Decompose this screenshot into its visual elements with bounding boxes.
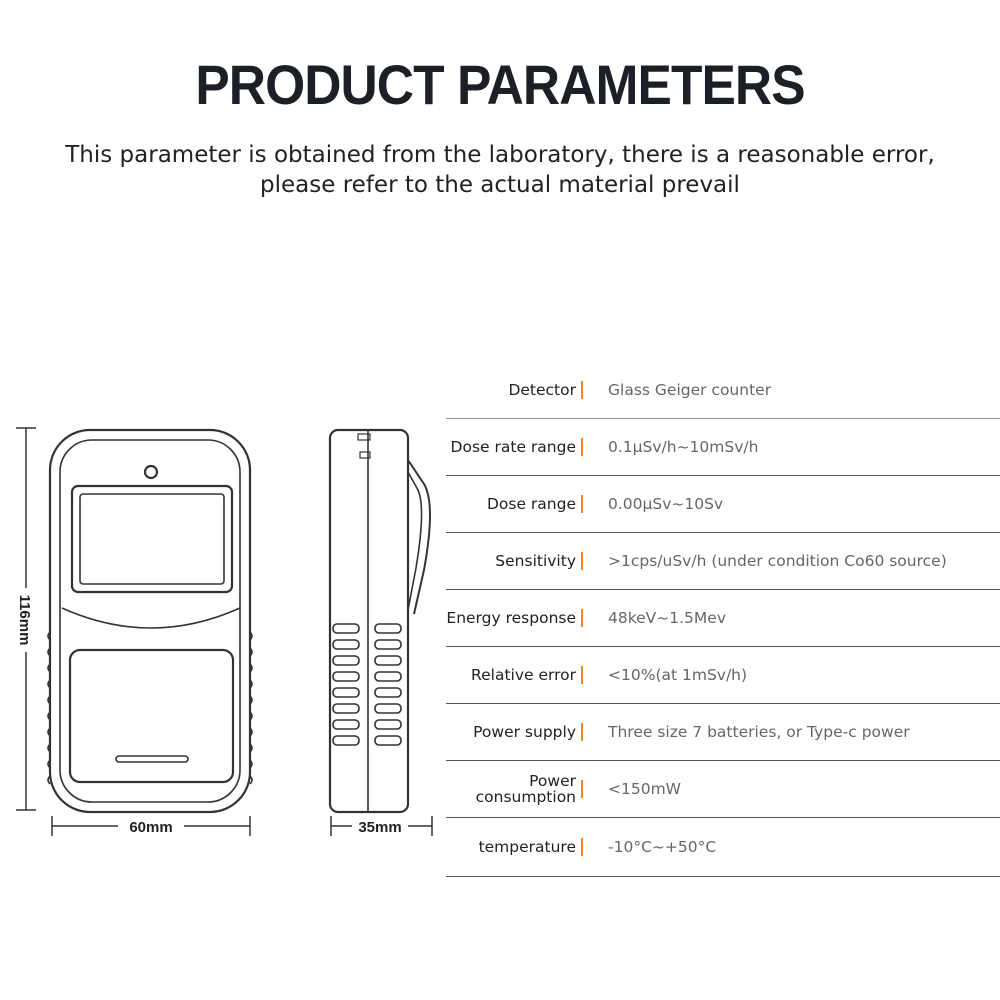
spec-row-power-consumption — [446, 761, 1000, 818]
accent-divider — [581, 780, 583, 798]
spec-label: temperature — [478, 838, 576, 856]
spec-value: 0.1μSv/h~10mSv/h — [608, 438, 759, 456]
spec-label: Power consumption — [475, 772, 576, 806]
accent-divider — [581, 723, 583, 741]
page-subtitle: This parameter is obtained from the laboratory, there is a reasonable error, please refer to the actual material prevail — [65, 142, 935, 198]
spec-value: <10%(at 1mSv/h) — [608, 666, 748, 684]
spec-row-energy-response — [446, 590, 1000, 647]
spec-label: Detector — [508, 381, 576, 399]
spec-label: Power supply — [473, 723, 576, 741]
spec-label: Energy response — [446, 609, 576, 627]
spec-value: Three size 7 batteries, or Type-c power — [608, 723, 910, 741]
accent-divider — [581, 495, 583, 513]
accent-divider — [581, 666, 583, 684]
accent-divider — [581, 609, 583, 627]
width-dimension-label: 60mm — [129, 819, 173, 836]
spec-value: <150mW — [608, 780, 681, 798]
height-dimension-label: 116mm — [16, 594, 33, 646]
spec-row-temperature — [446, 818, 1000, 877]
spec-row-detector — [446, 362, 1000, 419]
spec-row-power-supply — [446, 704, 1000, 761]
spec-value: Glass Geiger counter — [608, 381, 772, 399]
accent-divider — [581, 381, 583, 399]
page-title: PRODUCT PARAMETERS — [195, 53, 805, 116]
spec-label: Dose range — [486, 495, 576, 513]
device-drawing — [0, 400, 440, 860]
spec-row-dose-range — [446, 476, 1000, 533]
spec-label: Relative error — [471, 666, 576, 684]
spec-value: -10°C~+50°C — [608, 838, 717, 856]
spec-row-sensitivity — [446, 533, 1000, 590]
depth-dimension-label: 35mm — [358, 819, 402, 836]
spec-label: Dose rate range — [450, 438, 576, 456]
spec-label: Sensitivity — [495, 552, 576, 570]
spec-row-relative-error — [446, 647, 1000, 704]
spec-value: 48keV~1.5Mev — [608, 609, 727, 627]
spec-value: >1cps/uSv/h (under condition Co60 source) — [608, 552, 947, 570]
accent-divider — [581, 838, 583, 856]
accent-divider — [581, 438, 583, 456]
accent-divider — [581, 552, 583, 570]
spec-value: 0.00μSv~10Sv — [608, 495, 724, 513]
spec-table — [446, 362, 1000, 877]
spec-row-dose-rate-range — [446, 419, 1000, 476]
